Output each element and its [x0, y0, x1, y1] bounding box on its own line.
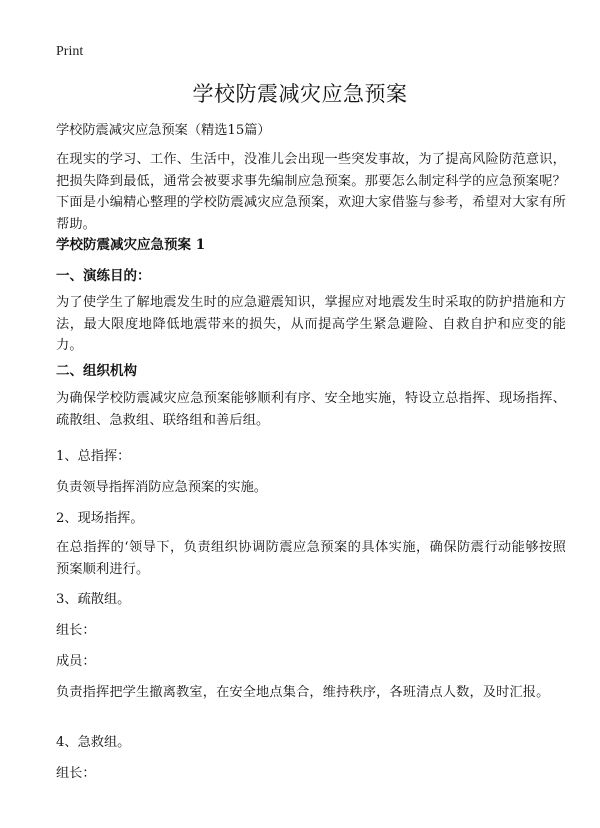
- paragraph-organization: 为确保学校防震减灾应急预案能够顺利有序、安全地实施，特设立总指挥、现场指挥、疏散组、急救组、联络组和善后组。: [56, 391, 566, 428]
- item-commander: 1、总指挥：: [56, 449, 131, 464]
- document-title: 学校防震减灾应急预案: [192, 82, 408, 106]
- evacuation-member-label: 成员：: [56, 654, 96, 669]
- heading-drill-purpose: 一、演练目的：: [56, 268, 151, 284]
- evacuation-leader-label: 组长：: [56, 623, 96, 638]
- paragraph-drill-purpose: 为了使学生了解地震发生时的应急避震知识，掌握应对地震发生时采取的防护措施和方法，最大限度地降低地震带来的损失，从而提高学生紧急避险、自救自护和应变的能力。: [56, 295, 566, 353]
- document-subtitle: 学校防震减灾应急预案（精选15篇）: [56, 123, 271, 138]
- item-commander-desc: 负责领导指挥消防应急预案的实施。: [56, 480, 267, 495]
- item-first-aid: 4、急救组。: [56, 735, 131, 750]
- print-label: Print: [56, 44, 84, 59]
- first-aid-leader-label: 组长：: [56, 766, 96, 781]
- heading-organization: 二、组织机构: [56, 363, 137, 379]
- item-site-command-desc: 在总指挥的‘领导下，负责组织协调防震应急预案的具体实施，确保防震行动能够按照预案顺利进行。: [56, 540, 566, 577]
- section-heading: 学校防震减灾应急预案 1: [56, 237, 206, 253]
- item-site-command: 2、现场指挥。: [56, 511, 144, 526]
- intro-paragraph: 在现实的学习、工作、生活中，没准儿会出现一些突发事故，为了提高风险防范意识，把损失降到最低，通常会被要求事先编制应急预案。那要怎么制定科学的应急预案呢？下面是小编精心整理的学校防震减灾应急预案，欢迎大家借鉴与参考，希望对大家有所帮助。: [56, 152, 566, 232]
- item-evacuation-desc: 负责指挥把学生撤离教室，在安全地点集合，维持秩序，各班清点人数，及时汇报。: [56, 685, 550, 700]
- item-evacuation: 3、疏散组。: [56, 592, 131, 607]
